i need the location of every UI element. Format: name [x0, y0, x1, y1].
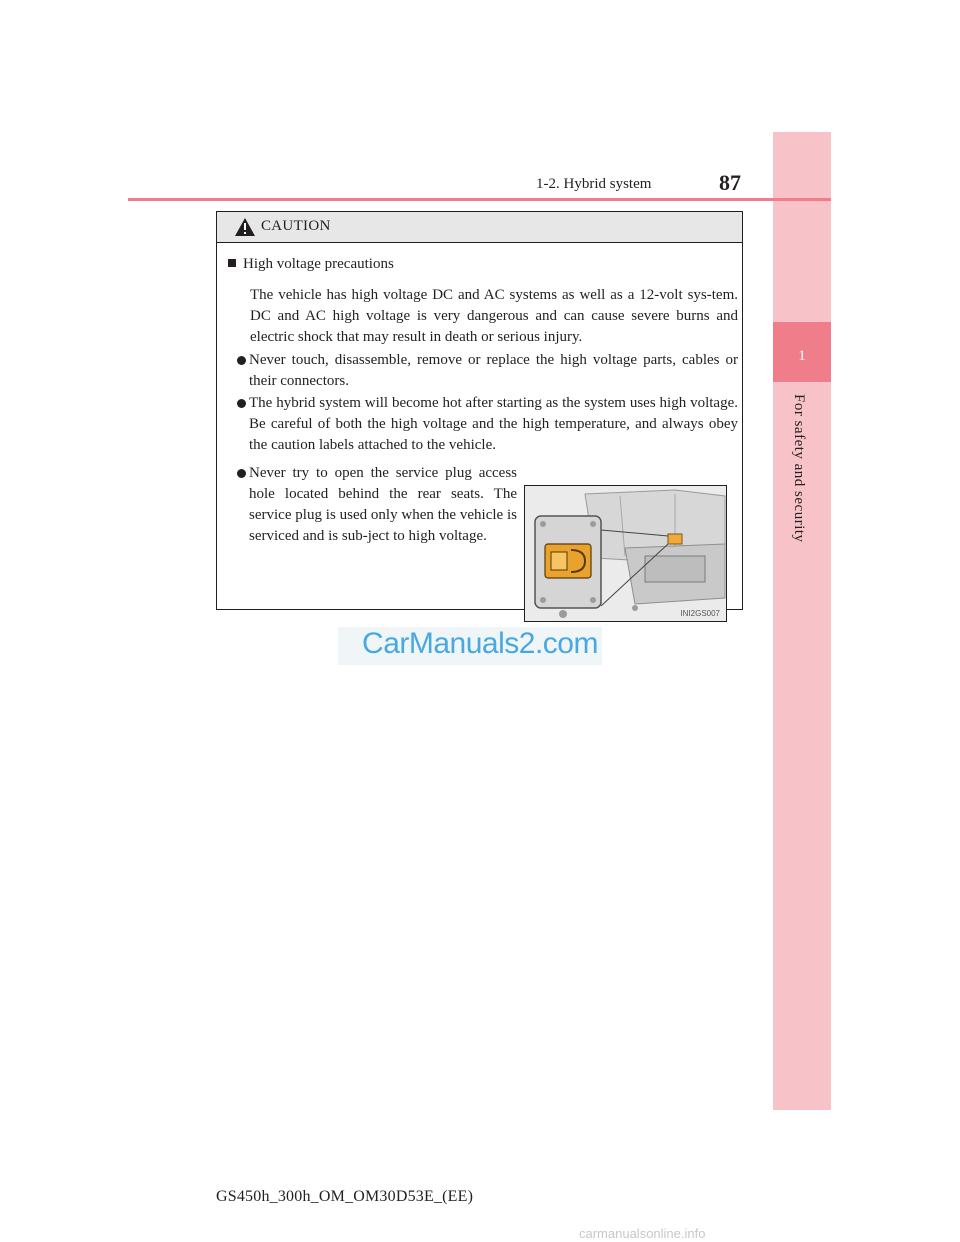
header-divider	[128, 198, 831, 201]
chapter-title: For safety and security	[791, 394, 807, 543]
caution-bullet	[237, 350, 738, 392]
illustration-code: INI2GS007	[680, 609, 720, 618]
caution-heading	[228, 256, 394, 273]
caution-heading-text: High voltage precautions	[243, 256, 394, 272]
section-title: 1-2. Hybrid system	[536, 176, 652, 192]
caution-box	[216, 211, 743, 618]
caution-bullet	[237, 463, 517, 547]
watermark-logo[interactable]: CarManuals2.com	[362, 627, 598, 660]
caution-bullet-text: Never touch, disassemble, remove or replace the high voltage parts, cables or their connectors.	[249, 352, 738, 389]
page-number: 87	[719, 170, 741, 195]
caution-intro: The vehicle has high voltage DC and AC systems as well as a 12-volt sys-tem. DC and AC high voltage is very dangerous and can cause severe burns and electric shock that may result in death or serious injury.	[250, 287, 738, 345]
caution-header	[217, 212, 742, 243]
chapter-number-block[interactable]	[773, 322, 831, 382]
chapter-number: 1	[798, 348, 806, 364]
round-bullet-icon	[237, 356, 246, 365]
caution-bullet-text: The hybrid system will become hot after starting as the system uses high voltage. Be careful of both the high voltage and the high temperature, and always obey the caution labels attached to the vehicle.	[249, 395, 738, 453]
manual-code: GS450h_300h_OM_OM30D53E_(EE)	[216, 1188, 474, 1205]
square-bullet-icon	[228, 259, 236, 267]
round-bullet-icon	[237, 399, 246, 408]
caution-bullet	[237, 393, 738, 456]
site-watermark[interactable]: carmanualsonline.info	[579, 1226, 706, 1241]
chapter-title-vertical	[790, 394, 814, 654]
caution-bullet-text: Never try to open the service plug access hole located behind the rear seats. The service plug is used only when the vehicle is serviced and is sub-ject to high voltage.	[249, 465, 517, 544]
rear-seat-service-plug-drawing	[525, 486, 727, 622]
round-bullet-icon	[237, 469, 246, 478]
service-plug-illustration	[524, 485, 727, 622]
warning-triangle-icon	[234, 217, 256, 237]
caution-label: CAUTION	[261, 218, 331, 234]
